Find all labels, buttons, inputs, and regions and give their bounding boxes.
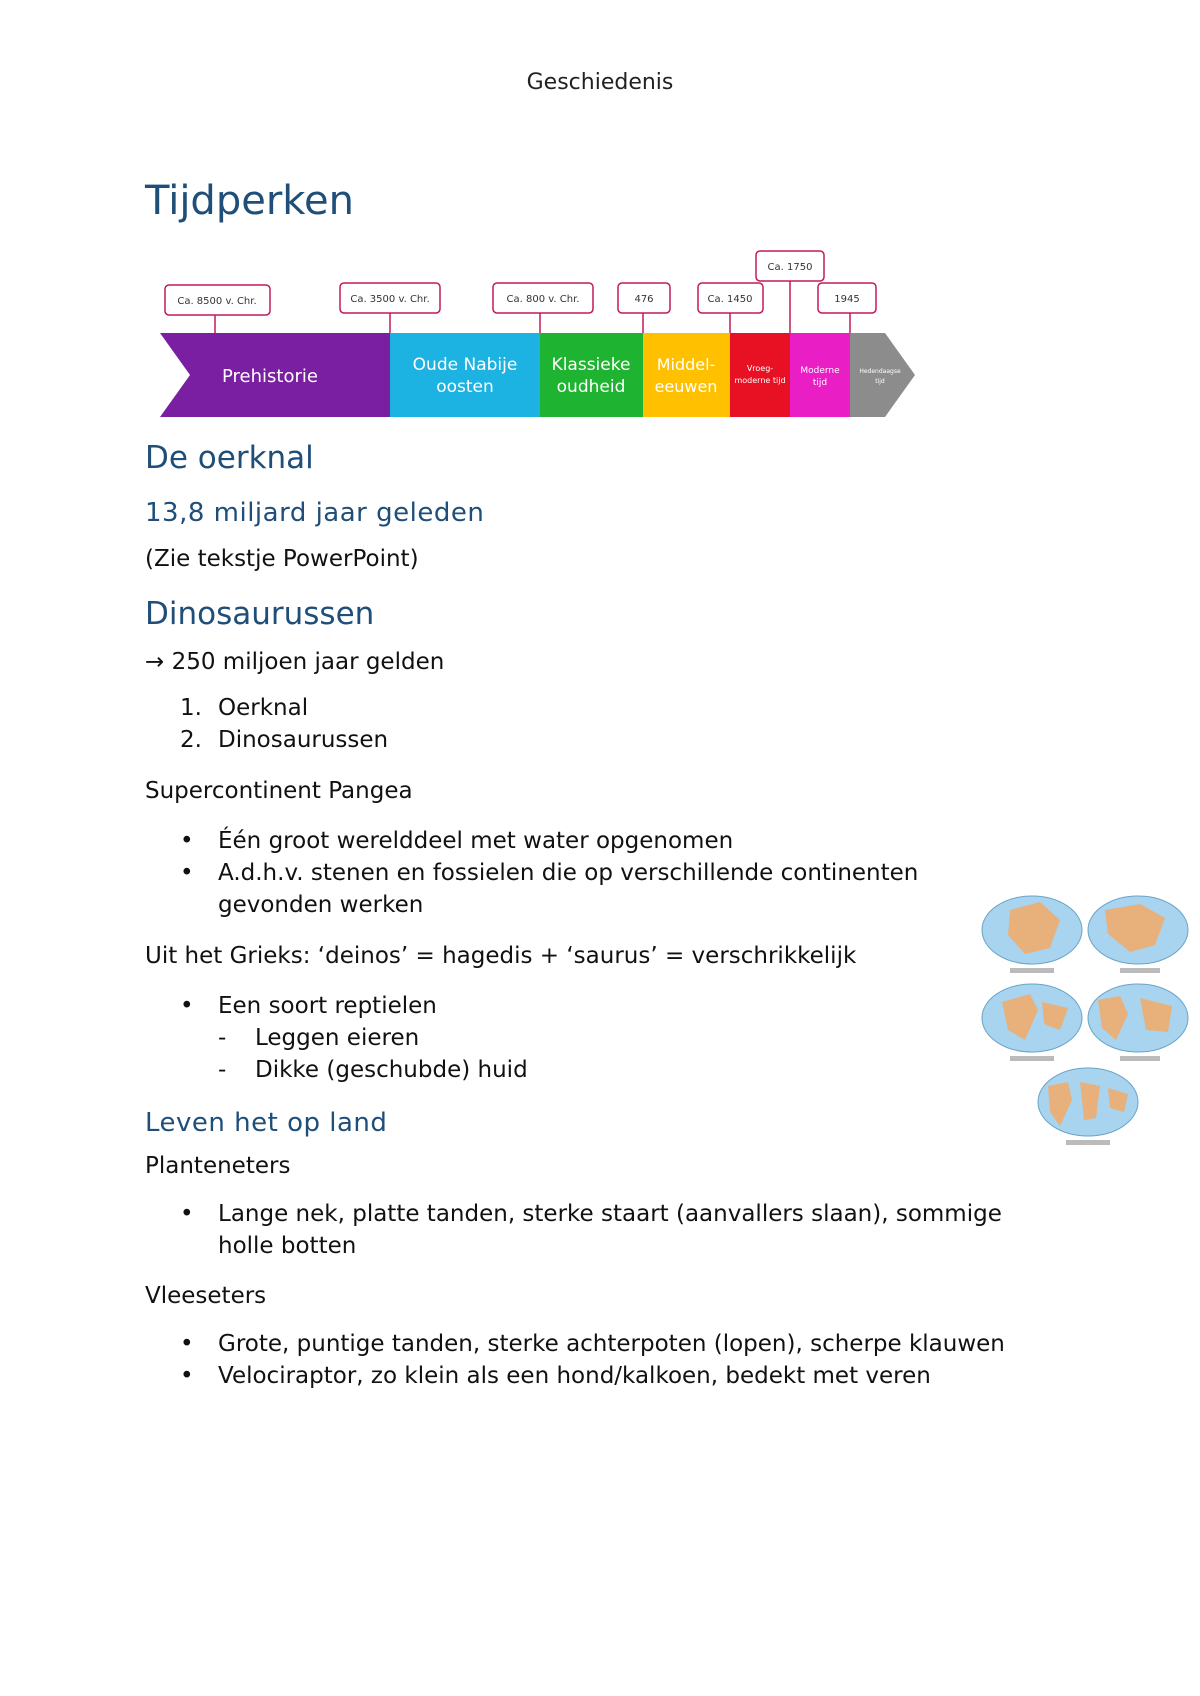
page-header: Geschiedenis [526, 70, 674, 95]
date-label-6: Ca. 1750 [767, 262, 813, 273]
heading-leven-op-land: Leven het op land [145, 1108, 388, 1138]
heading-oerknal: De oerknal [145, 440, 314, 476]
list-item: - Dikke (geschubde) huid [218, 1057, 528, 1083]
vlees-list [145, 1328, 1005, 1392]
plant-label: Planteneters [145, 1153, 291, 1179]
date-label-2: Ca. 3500 v. Chr. [350, 294, 430, 305]
era-label-4a: Vroeg- [746, 364, 774, 373]
list-item: • Grote, puntige tanden, sterke achterpoten (lopen), scherpe klauwen [180, 1331, 1005, 1357]
era-label-3b: eeuwen [654, 377, 718, 396]
list-item: • A.d.h.v. stenen en fossielen die op verschillende continenten [180, 860, 919, 886]
era-label-6b: tijd [875, 378, 885, 385]
era-klassieke-oudheid [540, 333, 643, 417]
date-label-7: 1945 [834, 294, 860, 305]
list-item: 1. Oerknal [180, 695, 309, 721]
era-label-3a: Middel- [656, 355, 716, 374]
globe-icon [1038, 1068, 1138, 1145]
date-label-3: Ca. 800 v. Chr. [506, 294, 580, 305]
list-item: gevonden werken [218, 892, 424, 918]
list-item: holle botten [218, 1233, 357, 1259]
list-item: - Leggen eieren [218, 1025, 420, 1051]
era-label-2b: oudheid [556, 377, 626, 397]
globe-icon [982, 984, 1082, 1061]
oerknal-text: (Zie tekstje PowerPoint) [145, 546, 419, 572]
era-middeleeuwen [643, 333, 730, 417]
dino-time [145, 646, 444, 678]
era-vroegmoderne-tijd [730, 333, 790, 417]
page-title: Tijdperken [145, 178, 354, 224]
subheading-oerknal: 13,8 miljard jaar geleden [145, 498, 485, 528]
globe-icon [1088, 984, 1188, 1061]
era-hedendaagse-tijd [850, 333, 915, 417]
era-oude-nabije-oosten [390, 333, 540, 417]
reptiel-list [145, 990, 528, 1086]
timeline [160, 245, 920, 425]
date-label-1: Ca. 8500 v. Chr. [177, 296, 257, 307]
list-item: 2. Dinosaurussen [180, 727, 389, 753]
date-label-5: Ca. 1450 [707, 294, 753, 305]
era-label-1b: oosten [436, 377, 494, 397]
date-label-4: 476 [634, 294, 654, 305]
list-item: • Lange nek, platte tanden, sterke staart (aanvallers slaan), sommige [180, 1201, 1002, 1227]
ordered-list [145, 692, 388, 756]
pangea-maps-image [980, 890, 1195, 1150]
grieks-text: Uit het Grieks: ‘deinos’ = hagedis + ‘saurus’ = verschrikkelijk [145, 943, 857, 969]
globe-icon [982, 896, 1082, 973]
dino-time-text: 250 miljoen jaar gelden [171, 649, 445, 675]
era-label-6a: Hedendaagse [859, 368, 901, 375]
list-item: • Één groot werelddeel met water opgenomen [180, 828, 734, 854]
list-item: • Een soort reptielen [180, 993, 437, 1019]
era-label-0: Prehistorie [222, 366, 318, 387]
era-label-5a: Moderne [800, 366, 840, 376]
arrow-right-icon: → [145, 649, 165, 675]
pangea-list [145, 825, 918, 921]
list-item: • Velociraptor, zo klein als een hond/kalkoen, bedekt met veren [180, 1363, 931, 1389]
globe-icon [1088, 896, 1188, 973]
pangea-label: Supercontinent Pangea [145, 778, 413, 804]
plant-list [145, 1198, 1002, 1262]
era-label-5b: tijd [812, 378, 828, 388]
heading-dinosaurussen: Dinosaurussen [145, 596, 375, 632]
vlees-label: Vleeseters [145, 1283, 267, 1309]
era-label-1a: Oude Nabije [412, 355, 518, 375]
era-label-4b: moderne tijd [734, 376, 786, 385]
era-label-2a: Klassieke [551, 355, 631, 375]
